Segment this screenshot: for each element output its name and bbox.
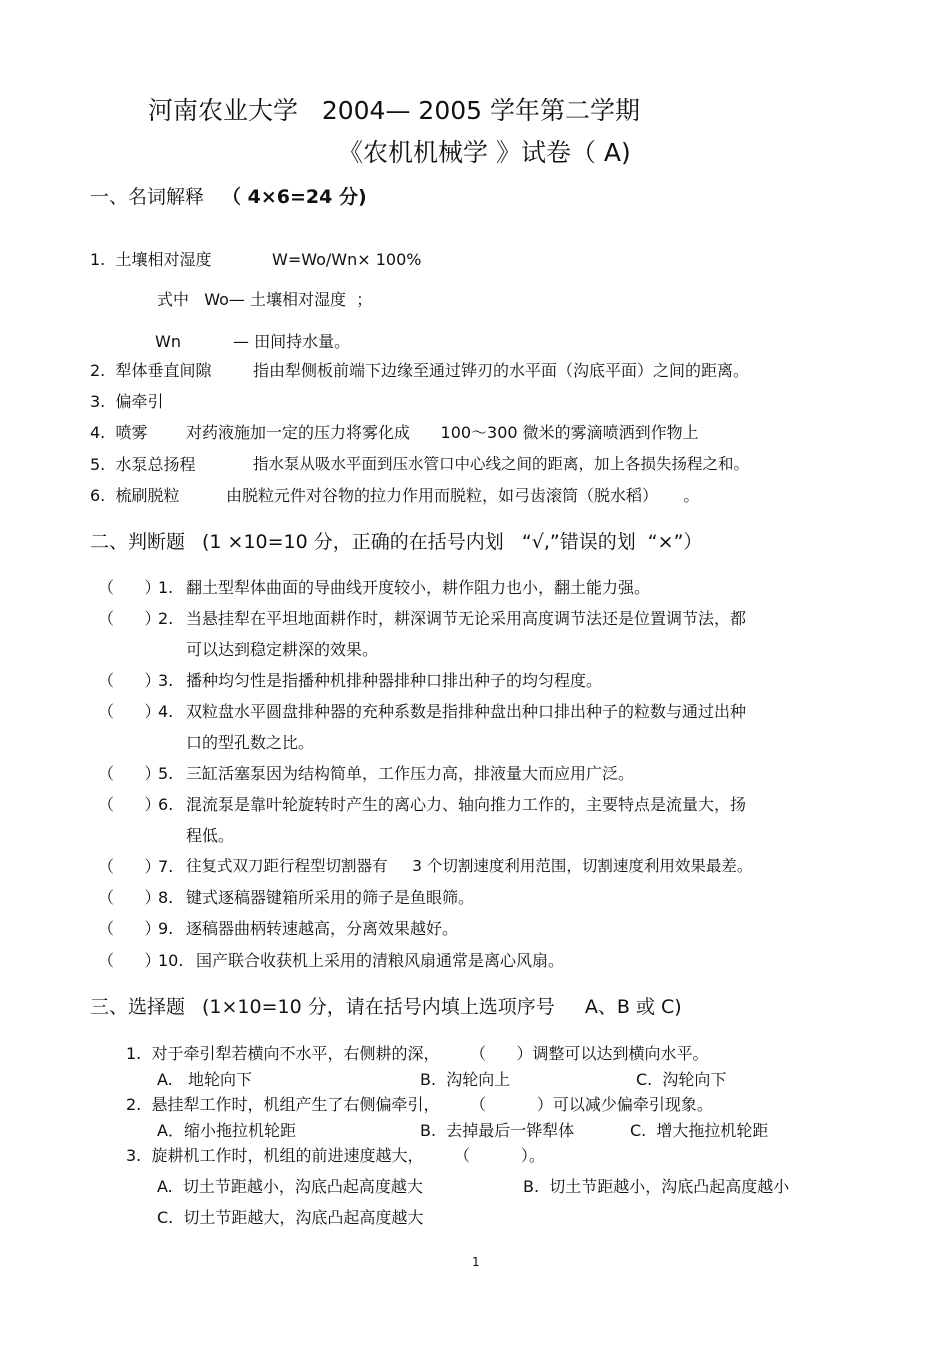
s2-q8-num: 8. xyxy=(158,888,174,907)
s2-q3-text: 播种均匀性是指播种机排种器排种口排出种子的均匀程度。 xyxy=(186,671,603,690)
s2-q9-num: 9. xyxy=(158,919,174,938)
s3-q2-option-b: B. 去掉最后一铧犁体 xyxy=(420,1121,575,1140)
s2-q6-bracket: （ ） xyxy=(98,795,161,814)
s2-q4-num: 4. xyxy=(158,702,174,721)
s2-q4-text: 双粒盘水平圆盘排种器的充种系数是指排种盘出种口排出种子的粒数与通过出种 xyxy=(186,702,747,721)
s3-q2-option-a: A．缩小拖拉机轮距 xyxy=(157,1121,296,1140)
s1-item6-desc: 由脱粒元件对谷物的拉力作用而脱粒，如弓齿滚筒（脱水稻） 。 xyxy=(226,486,700,505)
s3-q2-stem: 2. 悬挂犁工作时，机组产生了右侧偏牵引， （ ）可以减少偏牵引现象。 xyxy=(126,1095,713,1114)
s2-q6-text: 混流泵是靠叶轮旋转时产生的离心力、轴向推力工作的，主要特点是流量大，扬 xyxy=(186,795,747,814)
s1-formula-note-2: — 田间持水量。 xyxy=(233,332,351,351)
s2-q1-bracket: （ ） xyxy=(98,578,161,597)
s2-q4-bracket: （ ） xyxy=(98,702,161,721)
section1-heading: 一、名词解释 xyxy=(90,186,205,208)
s2-q9-text: 逐稿器曲柄转速越高，分离效果越好。 xyxy=(186,919,459,938)
section3-heading: 三、选择题 xyxy=(90,996,186,1018)
section2-score: (1 ×10=10 分，正确的在括号内划 “√,”错误的划 “×”） xyxy=(202,531,703,553)
s2-q6-text-cont: 程低。 xyxy=(186,826,235,845)
section3-score: (1×10=10 分，请在括号内填上选项序号 A、B 或 C) xyxy=(202,996,682,1018)
s2-q1-num: 1. xyxy=(158,578,174,597)
s1-item2-desc: 指由犁侧板前端下边缘至通过铧刃的水平面（沟底平面）之间的距离。 xyxy=(253,361,750,380)
s2-q5-num: 5. xyxy=(158,764,174,783)
page-number: 1 xyxy=(472,1255,480,1269)
s1-formula-note-1: 式中 Wo— 土壤相对湿度 ； xyxy=(157,290,373,309)
section1-score: （ 4×6=24 分) xyxy=(222,186,367,208)
s3-q1-option-b: B. 沟轮向上 xyxy=(420,1070,511,1089)
s2-q7-text: 往复式双刀距行程型切割器有 3 个切割速度利用范围，切割速度利用效果最差。 xyxy=(186,857,753,875)
s2-q6-num: 6. xyxy=(158,795,174,814)
s2-q10-text: 国产联合收获机上采用的清粮风扇通常是离心风扇。 xyxy=(196,951,565,970)
s3-q3-option-c: C. 切土节距越大，沟底凸起高度越大 xyxy=(157,1208,424,1227)
s2-q8-text: 键式逐稿器键箱所采用的筛子是鱼眼筛。 xyxy=(186,888,475,907)
s1-item5-desc: 指水泵从吸水平面到压水管口中心线之间的距离，加上各损失扬程之和。 xyxy=(253,455,750,473)
s3-q3-option-b: B. 切土节距越小，沟底凸起高度越小 xyxy=(523,1177,790,1196)
s2-q7-num: 7. xyxy=(158,857,174,876)
s1-item6-term: 6. 梳刷脱粒 xyxy=(90,486,180,505)
s2-q7-bracket: （ ） xyxy=(98,857,161,876)
s1-item3-term: 3. 偏牵引 xyxy=(90,392,164,411)
s2-q4-text-cont: 口的型孔数之比。 xyxy=(186,733,315,752)
s1-item1-term: 1. 土壤相对湿度 xyxy=(90,250,212,269)
s2-q1-text: 翻土型犁体曲面的导曲线开度较小，耕作阻力也小，翻土能力强。 xyxy=(186,578,651,597)
s2-q5-bracket: （ ） xyxy=(98,764,161,783)
s3-q2-option-c: C. 增大拖拉机轮距 xyxy=(630,1121,769,1140)
s1-formula-var-wn: Wn xyxy=(155,332,181,351)
s2-q3-bracket: （ ） xyxy=(98,671,161,690)
s2-q3-num: 3. xyxy=(158,671,174,690)
s1-item1-desc: W=Wo/Wn× 100% xyxy=(272,250,422,269)
s3-q3-option-a: A. 切土节距越小，沟底凸起高度越大 xyxy=(157,1177,423,1196)
s2-q5-text: 三缸活塞泵因为结构简单，工作压力高，排液量大而应用广泛。 xyxy=(186,764,635,783)
s1-item2-term: 2. 犁体垂直间隙 xyxy=(90,361,212,380)
s2-q2-bracket: （ ） xyxy=(98,609,161,628)
s2-q2-text-cont: 可以达到稳定耕深的效果。 xyxy=(186,640,379,659)
s2-q9-bracket: （ ） xyxy=(98,919,161,938)
s3-q3-stem: 3. 旋耕机工作时，机组的前进速度越大， （ ）。 xyxy=(126,1146,545,1165)
s2-q10-bracket: （ ） xyxy=(98,951,161,970)
s2-q2-num: 2. xyxy=(158,609,174,628)
exam-title-line2: 《农机机械学 》试卷（ A) xyxy=(338,138,631,167)
s1-item4-desc: 对药液施加一定的压力将雾化成 100～300 微米的雾滴喷洒到作物上 xyxy=(186,423,699,442)
s3-q1-stem: 1. 对于牵引犁若横向不水平，右侧耕的深， （ ）调整可以达到横向水平。 xyxy=(126,1044,709,1063)
s2-q10-num: 10. xyxy=(158,951,184,970)
s3-q1-option-a: A. 地轮向下 xyxy=(157,1070,253,1089)
s2-q2-text: 当悬挂犁在平坦地面耕作时，耕深调节无论采用高度调节法还是位置调节法，都 xyxy=(186,609,747,628)
s1-item4-term: 4. 喷雾 xyxy=(90,423,148,442)
s1-item5-term: 5. 水泵总扬程 xyxy=(90,455,196,474)
section2-heading: 二、判断题 xyxy=(90,531,186,553)
s2-q8-bracket: （ ） xyxy=(98,888,161,907)
exam-title-line1: 河南农业大学 2004— 2005 学年第二学期 xyxy=(148,96,640,125)
s3-q1-option-c: C. 沟轮向下 xyxy=(636,1070,727,1089)
